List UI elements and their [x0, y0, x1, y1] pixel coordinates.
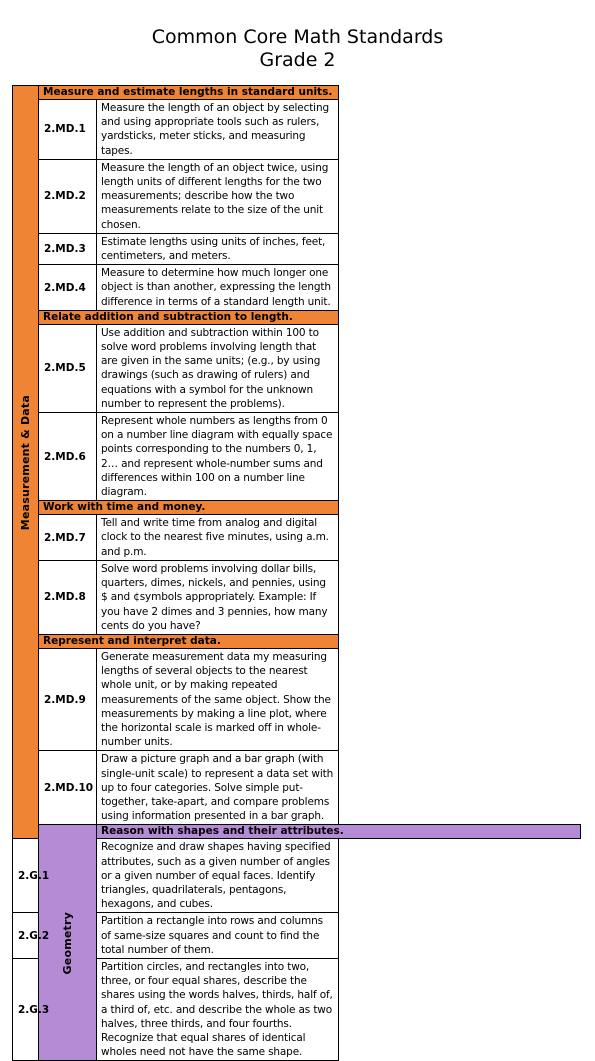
- cluster-row: [13, 86, 581, 100]
- standard-row: [13, 913, 581, 959]
- standard-row: [13, 515, 581, 561]
- standard-code: 2.MD.2: [39, 159, 97, 233]
- standard-row: [13, 560, 581, 634]
- standards-table: [12, 85, 581, 1061]
- standard-code: 2.G.2: [13, 913, 39, 959]
- standard-code: 2.MD.4: [39, 265, 97, 311]
- domain-label-cell: [13, 86, 39, 839]
- cluster-row: [13, 825, 581, 839]
- standard-row: [13, 958, 581, 1060]
- standard-text: Represent whole numbers as lengths from 0 on a number line diagram with equally space points corresponding to the numbers 0, 1, 2… and represent whole-number sums and differences within 100 on a number line diagram.: [97, 413, 339, 501]
- standard-text: Use addition and subtraction within 100 to solve word problems involving length that are given in the same units; (e.g., by using drawings (such as drawing of rulers) and equations with a symbol for the unknown number to represent the problems).: [97, 324, 339, 412]
- standard-code: 2.MD.9: [39, 648, 97, 750]
- standard-text: Solve word problems involving dollar bills, quarters, dimes, nickels, and pennies, using $ and ¢symbols appropriately. Example: If you have 2 dimes and 3 pennies, how many cents do you have?: [97, 560, 339, 634]
- cluster-title: Relate addition and subtraction to length.: [39, 310, 339, 324]
- standard-text: Generate measurement data my measuring lengths of several objects to the nearest whole unit, or by making repeated measurements of the same object. Show the measurements by making a line plot, where the horizontal scale is marked off in whole-number units.: [97, 648, 339, 750]
- grade-title: Grade 2: [259, 49, 336, 71]
- cluster-title: Represent and interpret data.: [39, 634, 339, 648]
- standard-row: [13, 751, 581, 825]
- standard-code: 2.MD.5: [39, 324, 97, 412]
- standard-code: 2.MD.3: [39, 233, 97, 264]
- standard-code: 2.MD.7: [39, 515, 97, 561]
- cluster-title: Measure and estimate lengths in standard units.: [39, 86, 339, 100]
- standard-code: 2.MD.6: [39, 413, 97, 501]
- standard-code: 2.MD.8: [39, 560, 97, 634]
- standard-code: 2.G.1: [13, 839, 39, 913]
- standard-text: Recognize and draw shapes having specified attributes, such as a given number of angles or a given number of equal faces. Identify triangles, quadrilaterals, pentagons, hexagons, and cubes.: [97, 839, 339, 913]
- standard-row: [13, 233, 581, 264]
- standard-row: [13, 100, 581, 160]
- standard-code: 2.MD.10: [39, 751, 97, 825]
- standard-text: Measure to determine how much longer one object is than another, expressing the length difference in terms of a standard length unit.: [97, 265, 339, 311]
- cluster-row: [13, 634, 581, 648]
- standard-text: Partition circles, and rectangles into two, three, or four equal shares, describe the shares using the words halves, thirds, half of, a third of, etc. and describe the whole as two halves, three thirds, and four fourths. Recognize that equal shares of identical wholes need not have the same shape.: [97, 958, 339, 1060]
- standard-code: 2.MD.1: [39, 100, 97, 160]
- domain-label: Measurement & Data: [19, 394, 32, 530]
- standard-text: Estimate lengths using units of inches, feet, centimeters, and meters.: [97, 233, 339, 264]
- page-title: Common Core Math Standards: [151, 26, 444, 48]
- standard-text: Draw a picture graph and a bar graph (with single-unit scale) to represent a data set with up to four categories. Solve simple put-together, take-apart, and compare problems using information presented in a bar graph.: [97, 751, 339, 825]
- standard-code: 2.G.3: [13, 958, 39, 1060]
- standard-row: [13, 413, 581, 501]
- standard-text: Measure the length of an object twice, using length units of different lengths for the two measurements; describe how the two measurements relate to the size of the unit chosen.: [97, 159, 339, 233]
- standard-row: [13, 839, 581, 913]
- cluster-title: Work with time and money.: [39, 501, 339, 515]
- standard-row: [13, 324, 581, 412]
- standard-text: Tell and write time from analog and digital clock to the nearest five minutes, using a.m. and p.m.: [97, 515, 339, 561]
- domain-label-cell: [39, 825, 97, 1061]
- standard-row: [13, 648, 581, 750]
- standard-text: Partition a rectangle into rows and columns of same-size squares and count to find the total number of them.: [97, 913, 339, 959]
- standard-row: [13, 159, 581, 233]
- cluster-row: [13, 501, 581, 515]
- standard-text: Measure the length of an object by selecting and using appropriate tools such as rulers, yardsticks, meter sticks, and measuring tapes.: [97, 100, 339, 160]
- domain-label: Geometry: [61, 911, 74, 975]
- cluster-title: Reason with shapes and their attributes.: [97, 825, 581, 839]
- standard-row: [13, 265, 581, 311]
- cluster-row: [13, 310, 581, 324]
